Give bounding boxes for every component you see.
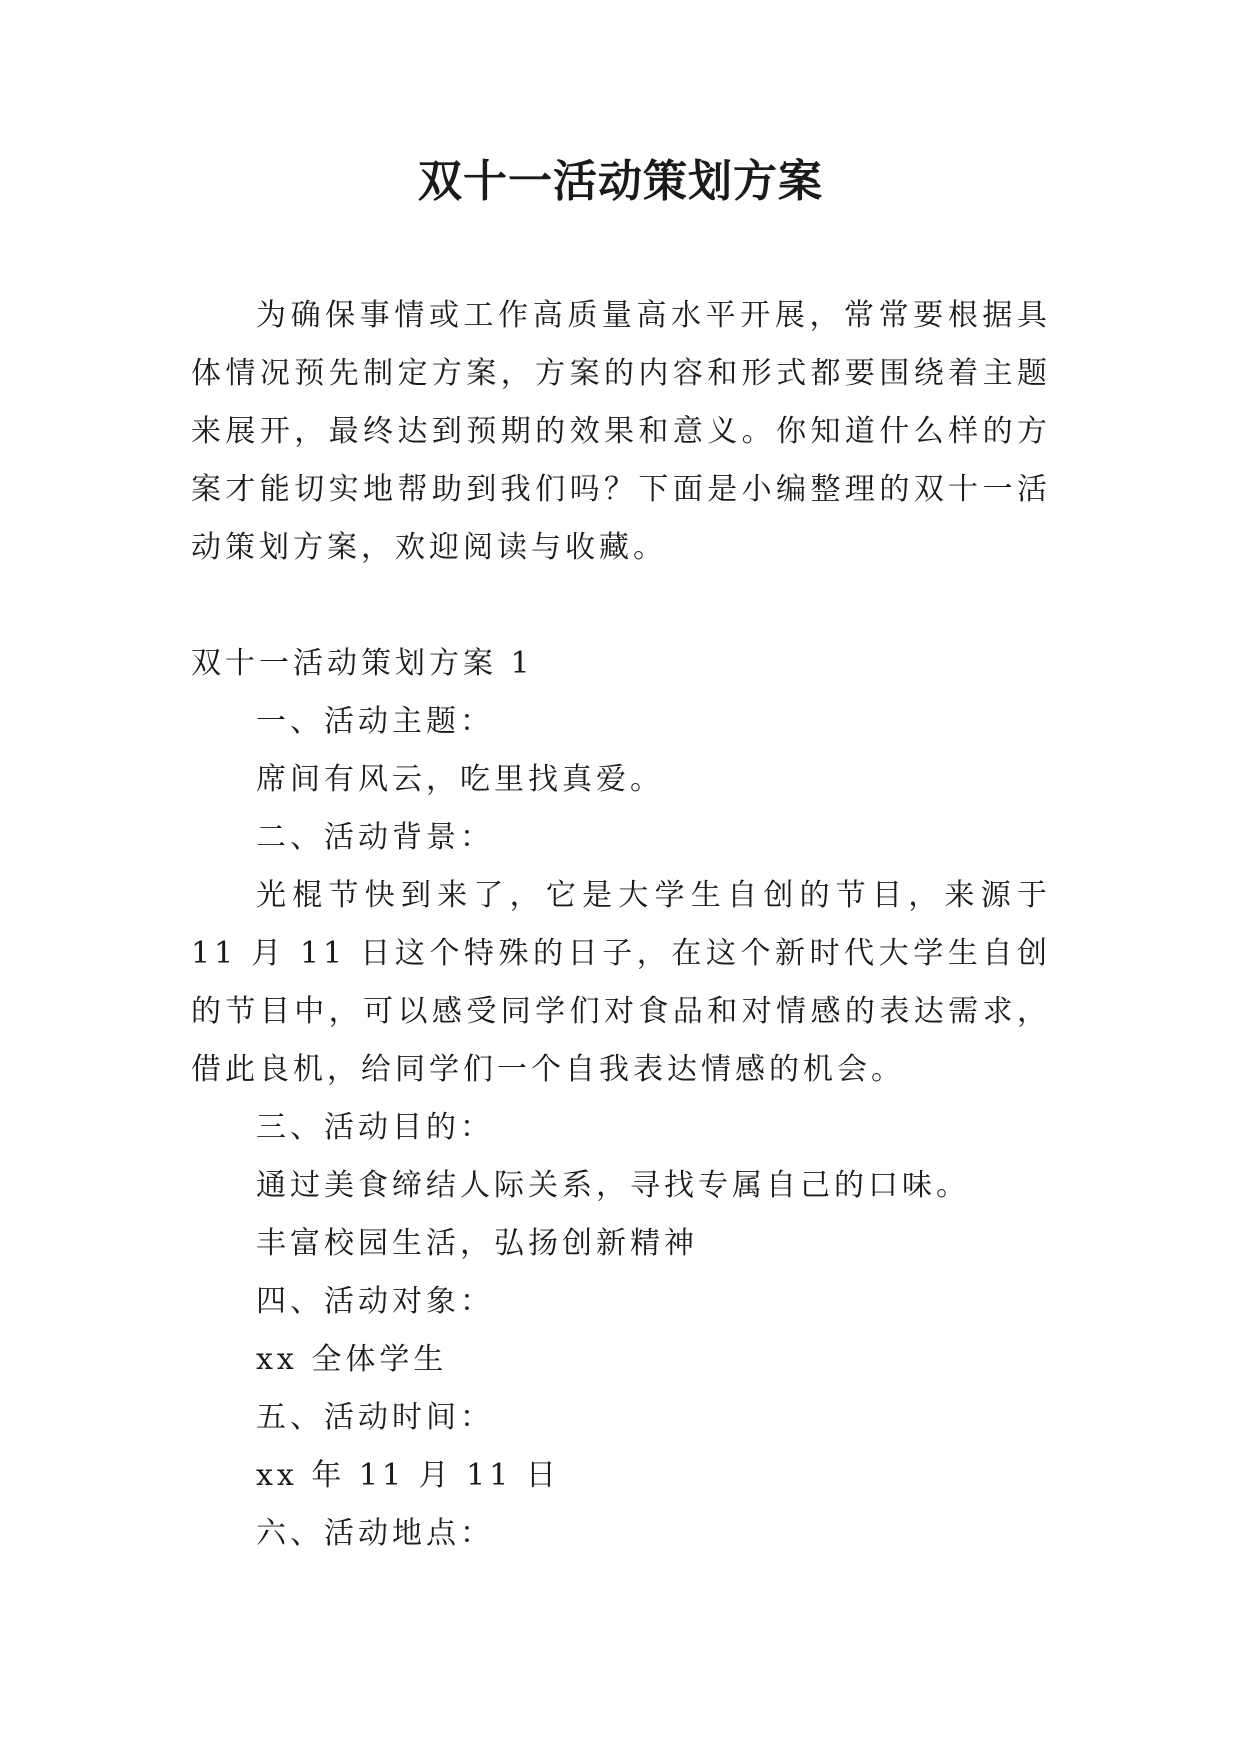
heading-activity-audience: 四、活动对象： <box>256 1284 494 1319</box>
heading-activity-background: 二、活动背景： <box>256 820 494 855</box>
heading-activity-location: 六、活动地点： <box>256 1516 494 1551</box>
activity-theme-text: 席间有风云，吃里找真爱。 <box>256 762 664 797</box>
activity-purpose-text-1: 通过美食缔结人际关系，寻找专属自己的口味。 <box>256 1168 970 1203</box>
intro-paragraph: 为确保事情或工作高质量高水平开展，常常要根据具体情况预先制定方案，方案的内容和形式都要围绕着主题来展开，最终达到预期的效果和意义。你知道什么样的方案才能切实地帮助到我们吗？下面是小编整理的双十一活动策划方案，欢迎阅读与收藏。 <box>191 298 1051 565</box>
document-body <box>191 287 1051 1563</box>
activity-audience-text: xx 全体学生 <box>256 1342 448 1377</box>
section-heading: 双十一活动策划方案 1 <box>191 646 534 681</box>
heading-activity-theme: 一、活动主题： <box>256 704 494 739</box>
heading-activity-time: 五、活动时间： <box>256 1400 494 1435</box>
heading-activity-purpose: 三、活动目的： <box>256 1110 494 1145</box>
document-title: 双十一活动策划方案 <box>418 156 823 207</box>
activity-purpose-text-2: 丰富校园生活，弘扬创新精神 <box>256 1226 698 1261</box>
activity-time-text: xx 年 11 月 11 日 <box>256 1458 560 1493</box>
activity-background-text: 光棍节快到来了，它是大学生自创的节目，来源于 11 月 11 日这个特殊的日子，在这个新时代大学生自创的节目中，可以感受同学们对食品和对情感的表达需求，借此良机，给同学们一个自我表达情感的机会。 <box>191 878 1051 1087</box>
